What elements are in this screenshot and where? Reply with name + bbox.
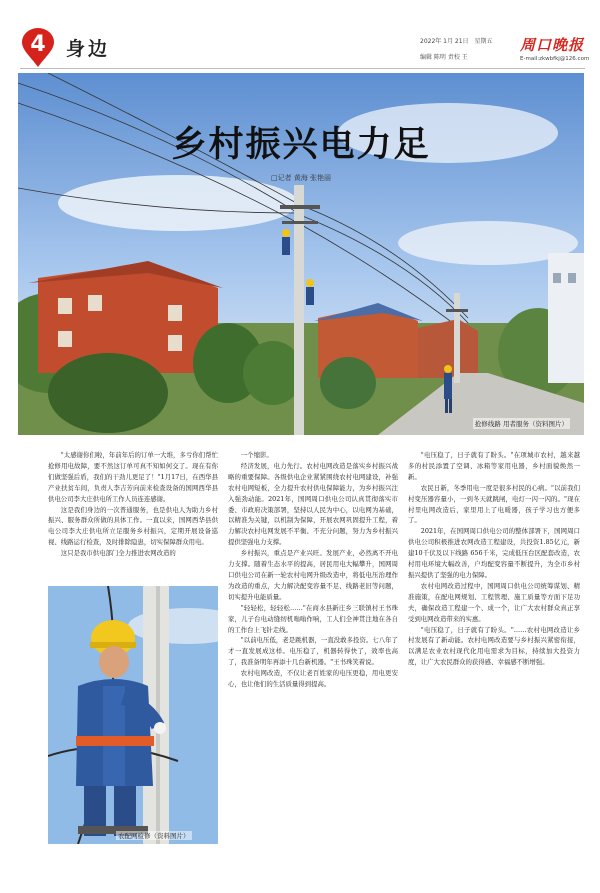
section-title: 身边 <box>66 38 111 60</box>
worker-photo-illustration <box>48 586 218 844</box>
paragraph: 农民日新，冬季用电一度是很多村民的心病。"以前我们村变压器容量小，一到冬天就跳闸，电灯一闪一闪的。"现在村里电网改造后，家里用上了电暖器，孩子学习也方便多了。 <box>408 483 580 525</box>
article-column-2 <box>228 450 398 876</box>
paragraph: 一个缩影。 <box>240 451 273 459</box>
editor-credit: 编辑 陈明 责校 王 <box>420 54 468 61</box>
paragraph: 2021年，在国网周口供电公司的整体部署下，国网周口供电公司积极推进农网改造工程建设，共投资1.85亿元，新建10千伏及以下线路 656千米，完成低压台区配套改造，农村用电环境大幅改善，户均配变容量不断提升，为全市乡村振兴提供了坚强的电力保障。 <box>408 527 580 579</box>
paragraph: "电压稳了，日子就有了盼头。"在项城市农村，越来越多的村民添置了空调、冰箱等家用电器，乡村面貌焕然一新。 <box>408 451 580 481</box>
paragraph: 乡村振兴，重点是产业兴旺。发展产业，必然离不开电力支撑。随着生态水平的提高，居民用电大幅攀升，国网周口供电公司在新一轮农村电网升级改造中，将低电压治理作为改造的重点，大力解决配变容量不足、线路老旧等问题，切实提升电能质量。 <box>228 549 398 601</box>
hero-photo-caption: 抢修线路 用者服务（资料图片） <box>474 420 568 428</box>
issue-date <box>420 36 496 45</box>
paragraph: 农村电网改造，不仅让老百姓家的电压更稳，用电更安心，也让他们的生活质量得到提高。 <box>228 669 398 689</box>
worker-photo-caption: 农配网检修（资料图片） <box>118 832 190 840</box>
page-number: 4 <box>30 32 46 57</box>
newspaper-logo: 周口晚报 <box>520 36 585 54</box>
worker-photo <box>48 586 218 844</box>
headline: 乡村振兴电力足 <box>171 124 431 165</box>
byline: □记者 黄海 张艳丽 <box>270 174 332 182</box>
page-number-badge <box>20 28 56 68</box>
contact-email: E-mail:zkwbfkj@126.com <box>520 56 590 62</box>
article-column-3 <box>408 450 580 876</box>
paragraph: 经济发展，电力先行。农村电网改造是落实乡村振兴战略的重要保障。各级供电企业紧紧围绕农村电网建设，补强农村电网短板，全力提升农村供电保障能力，为乡村振兴注入强劲动能。2021年，国网周口供电公司认真贯彻落实市委、市政府决策部署，坚持以人民为中心，以电网为基础，以精准为关键，以机制为保障，开展农网巩固提升工程，着力解决农村电网发展不平衡、不充分问题，努力为乡村振兴提供坚强电力支撑。 <box>228 461 398 547</box>
weekday-text: 星期五 <box>474 38 493 45</box>
paragraph: "太感谢你们啦，年前年后的订单一大堆，多亏你们帮忙抢修用电故障，要不然这订单可真不知如何交了。现在有你们做坚强后盾，我们的干劲儿更足了！"1月17日，在西华县产业扶贫车间，负责人李吉芳向前来检查设备的国网西华县供电公司李大庄供电所工作人员连连感谢。 <box>48 451 218 503</box>
hero-photo <box>18 73 584 435</box>
page-header <box>0 0 600 72</box>
paragraph: 这是我们身边的一次普通服务，也是供电人为助力乡村振兴、服务群众所做的具体工作。一直以来，国网西华县供电公司李大庄供电所立足服务乡村振兴，定期开展设备巡视、线路运行检查，及时排除隐患，切实保障群众用电。 <box>48 505 218 547</box>
paragraph: 这只是我市供电部门全力推进农网改造的 <box>60 549 176 558</box>
paragraph: "轻轻松，轻轻松……"在商水县新庄乡三联镇村王书珠家，儿子台电动缝纫机嗡嗡作响，工人们全神贯注地在各自的工作台上飞针走线。 <box>228 603 398 634</box>
paragraph: "电压稳了，日子就有了盼头。"……农村电网改造让乡村发展有了新动能。农村电网改造要与乡村振兴紧密衔接，以满足农业农村现代化用电需求为目标，持续加大投资力度，让广大农民群众的获得感、幸福感不断增强。 <box>408 625 580 667</box>
paragraph: 农村电网改造过程中，国网周口供电公司统筹谋划、精准施策，在配电网规划、工程管理、施工质量等方面下足功夫，确保改造工程建一个、成一个，让广大农村群众真正享受到电网改造带来的实惠。 <box>408 581 580 623</box>
header-divider <box>20 68 585 69</box>
article-column-1 <box>48 450 218 559</box>
paragraph: "以前电压低，老是跳机器，一直没敢多投资。七八年了才一直发展成这样。电压稳了，机器转得快了，效率也高了，我准备明年再添十几台新机器。"王书珠笑着说。 <box>228 636 398 667</box>
date-text: 2022年 1月 21日 <box>420 38 469 45</box>
